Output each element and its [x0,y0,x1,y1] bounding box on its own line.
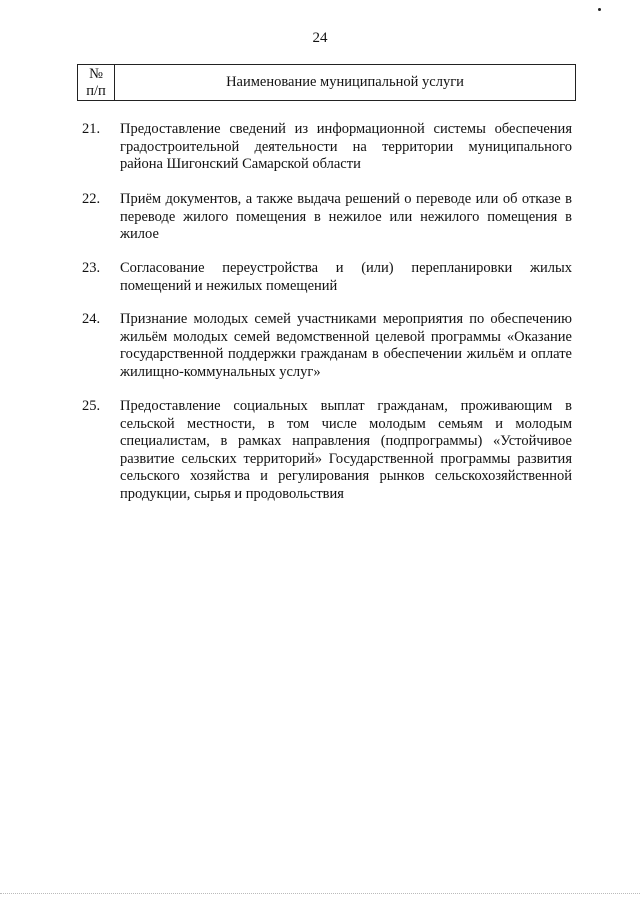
list-item-number: 24. [82,311,101,327]
table-header-number-column [78,65,115,100]
list-item-text: Предоставление социальных выплат гражданам, проживающим в сельской местности, в том числе молодым семьям и молодым специалистам, в рамках направления (подпрограммы) «Устойчивое развитие сельских территорий» Государственной программы развития сельского хозяйства и регулирования рынков сельскохозяйственной продукции, сырья и продовольствия [120,398,572,502]
list-item-text: Предоставление сведений из информационной системы обеспечения градостроительной деятельности на территории муниципального района Шигонский Самарской области [120,121,572,173]
list-item-number: 21. [82,121,101,137]
list-item [82,311,572,381]
number-sign: № [89,65,103,82]
table-header-name-column: Наименование муниципальной услуги [226,74,464,90]
list-item [82,121,572,174]
list-item [82,260,572,295]
list-item-number: 23. [82,260,101,276]
list-item-number: 22. [82,191,101,207]
page-number: 24 [312,30,328,46]
list-item-text: Признание молодых семей участниками мероприятия по обеспечению жильём молодых семей ведомственной целевой программы «Оказание государственной поддержки гражданам в обеспечении жильём и оплате жилищно-коммунальных услуг» [120,311,572,380]
list-item [82,191,572,244]
number-abbrev: п/п [86,82,106,99]
list-item-text: Согласование переустройства и (или) перепланировки жилых помещений и нежилых помещений [120,260,572,294]
list-item-number: 25. [82,398,101,414]
scan-speck [598,8,601,11]
list-item [82,398,572,504]
scan-edge-line [0,893,640,895]
list-item-text: Приём документов, а также выдача решений о переводе или об отказе в переводе жилого помещения в нежилое или нежилого помещения в жилое [120,191,572,243]
table-header [77,64,576,101]
